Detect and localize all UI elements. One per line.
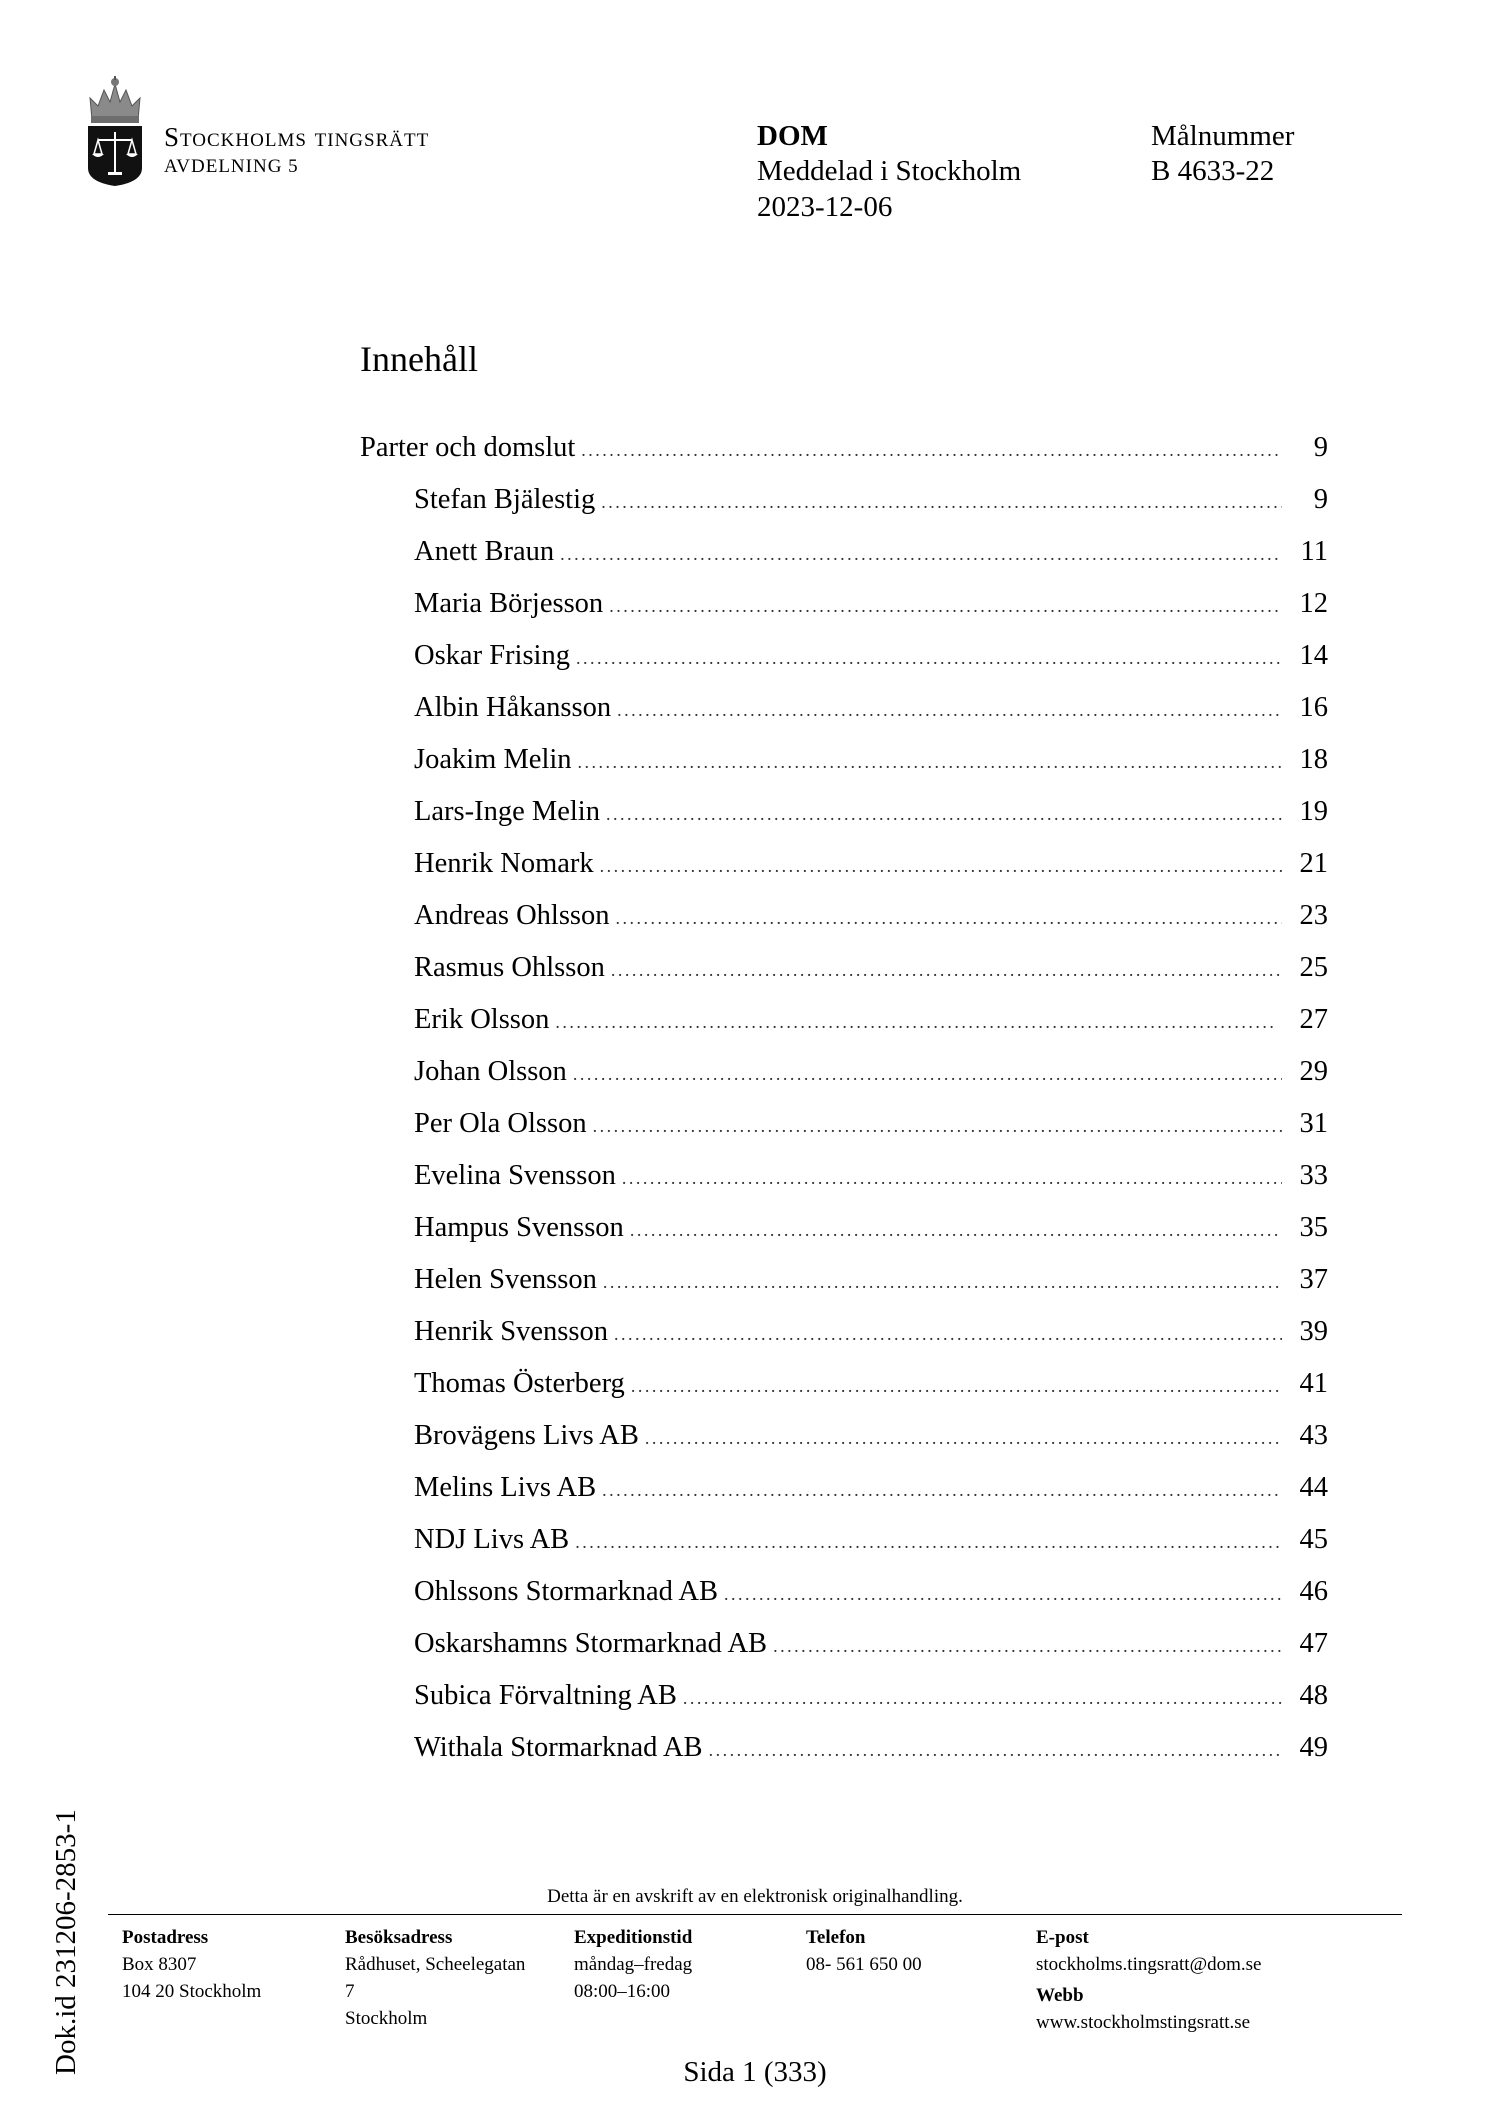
toc-entry-page: 14 (1299, 640, 1328, 671)
toc-entry-page: 39 (1299, 1316, 1328, 1347)
postal-address-line: Box 8307 (122, 1954, 197, 1975)
toc-entry-label: Hampus Svensson (414, 1212, 624, 1243)
toc-entry[interactable] (360, 900, 1328, 952)
toc-entry[interactable] (360, 796, 1328, 848)
toc-entry-page: 29 (1299, 1056, 1328, 1087)
toc-entry[interactable] (360, 1524, 1328, 1576)
toc-entry-page: 35 (1299, 1212, 1328, 1243)
court-name: Stockholms tingsrätt (164, 122, 430, 152)
toc-entry[interactable] (360, 1108, 1328, 1160)
visiting-address-header: Besöksadress (345, 1927, 453, 1948)
toc-entry-label: Parter och domslut (360, 432, 576, 463)
toc-entry-page: 21 (1299, 848, 1328, 879)
toc-entry-label: Helen Svensson (414, 1264, 597, 1295)
office-hours-line: måndag–fredag (574, 1954, 693, 1975)
toc-entry-label: Melins Livs AB (414, 1472, 597, 1503)
toc-entry-label: Albin Håkansson (414, 692, 612, 723)
toc-entry[interactable] (360, 744, 1328, 796)
toc-entry[interactable] (360, 1576, 1328, 1628)
court-department: AVDELNING 5 (164, 156, 299, 177)
toc-dot-leader (603, 1272, 1282, 1293)
toc-dot-leader (709, 1740, 1282, 1761)
toc-entry[interactable] (360, 1212, 1328, 1264)
toc-entry-label: Brovägens Livs AB (414, 1420, 639, 1451)
toc-dot-leader (606, 804, 1282, 825)
toc-dot-leader (581, 440, 1282, 461)
toc-entry[interactable] (360, 1368, 1328, 1420)
visiting-address-line: Stockholm (345, 2008, 428, 2029)
toc-entry-label: Per Ola Olsson (414, 1108, 587, 1139)
toc-dot-leader (576, 648, 1282, 669)
toc-entry-label: Henrik Nomark (414, 848, 594, 879)
office-hours-line: 08:00–16:00 (574, 1981, 671, 2002)
toc-entry-label: Joakim Melin (414, 744, 572, 775)
issued-location: Meddelad i Stockholm (757, 155, 1022, 187)
toc-entry-label: Johan Olsson (414, 1056, 567, 1087)
toc-entry-label: Erik Olsson (414, 1004, 550, 1035)
toc-dot-leader (616, 908, 1282, 929)
toc-entry-label: NDJ Livs AB (414, 1524, 570, 1555)
toc-entry-label: Subica Förvaltning AB (414, 1680, 677, 1711)
toc-entry[interactable] (360, 952, 1328, 1004)
toc-entry-page: 41 (1299, 1368, 1328, 1399)
toc-entry-page: 11 (1300, 536, 1328, 567)
toc-entry-page: 12 (1299, 588, 1328, 619)
toc-entry-label: Rasmus Ohlsson (414, 952, 605, 983)
toc-dot-leader (622, 1168, 1282, 1189)
toc-entry-page: 23 (1299, 900, 1328, 931)
visiting-address (345, 1924, 565, 2032)
court-crest-icon (84, 76, 146, 188)
case-number-label: Målnummer (1151, 120, 1295, 152)
toc-entry-page: 19 (1299, 796, 1328, 827)
toc-entry-page: 18 (1299, 744, 1328, 775)
document-id: Dok.id 231206-2853-1 (50, 1809, 82, 2075)
toc-entry-page: 47 (1299, 1628, 1328, 1659)
visiting-address-line: Rådhuset, Scheelegatan (345, 1954, 526, 1975)
toc-entry[interactable] (360, 1420, 1328, 1472)
web-header: Webb (1036, 1985, 1084, 2006)
visiting-address-line: 7 (345, 1981, 355, 2002)
toc-entry-page: 9 (1313, 432, 1328, 463)
toc-entry[interactable] (360, 432, 1328, 484)
toc-dot-leader (609, 596, 1282, 617)
toc-title: Innehåll (360, 339, 478, 379)
document-type: DOM (757, 120, 828, 152)
postal-address (122, 1924, 261, 2005)
toc-entry-page: 49 (1299, 1732, 1328, 1763)
toc-entry[interactable] (360, 1732, 1328, 1784)
toc-entry[interactable] (360, 1004, 1328, 1056)
toc-dot-leader (601, 492, 1282, 513)
toc-entry[interactable] (360, 1264, 1328, 1316)
email-address[interactable]: stockholms.tingsratt@dom.se (1036, 1954, 1262, 1975)
toc-entry-label: Thomas Österberg (414, 1368, 625, 1399)
toc-entry[interactable] (360, 640, 1328, 692)
toc-dot-leader (630, 1220, 1282, 1241)
toc-entry[interactable] (360, 1628, 1328, 1680)
email-web-contact (1036, 1924, 1261, 2036)
toc-entry-page: 25 (1299, 952, 1328, 983)
toc-entry[interactable] (360, 848, 1328, 900)
postal-address-line: 104 20 Stockholm (122, 1981, 262, 2002)
toc-dot-leader (617, 700, 1282, 721)
toc-dot-leader (575, 1532, 1282, 1553)
toc-dot-leader (578, 752, 1282, 773)
toc-entry[interactable] (360, 692, 1328, 744)
toc-entry[interactable] (360, 1056, 1328, 1108)
toc-entry-label: Ohlssons Stormarknad AB (414, 1576, 719, 1607)
office-hours (574, 1924, 692, 2005)
toc-entry[interactable] (360, 1316, 1328, 1368)
toc-dot-leader (645, 1428, 1282, 1449)
web-address[interactable]: www.stockholmstingsratt.se (1036, 2012, 1251, 2033)
case-number: B 4633-22 (1151, 155, 1275, 187)
issued-date: 2023-12-06 (757, 191, 893, 223)
toc-entry-label: Andreas Ohlsson (414, 900, 610, 931)
page-number: Sida 1 (333) (683, 2056, 827, 2088)
toc-entry[interactable] (360, 1472, 1328, 1524)
toc-entry-page: 9 (1313, 484, 1328, 515)
toc-entry-page: 46 (1299, 1576, 1328, 1607)
toc-entry-label: Stefan Bjälestig (414, 484, 596, 515)
phone-contact (806, 1924, 922, 1978)
toc-dot-leader (560, 544, 1282, 565)
toc-dot-leader (573, 1064, 1282, 1085)
toc-entry-page: 43 (1299, 1420, 1328, 1451)
toc-dot-leader (773, 1636, 1282, 1657)
toc-entry-label: Lars-Inge Melin (414, 796, 600, 827)
toc-entry-page: 27 (1299, 1004, 1328, 1035)
toc-entry-page: 31 (1299, 1108, 1328, 1139)
toc-dot-leader (614, 1324, 1282, 1345)
toc-dot-leader (555, 1012, 1282, 1033)
postal-address-header: Postadress (122, 1927, 209, 1948)
toc-entry[interactable] (360, 484, 1328, 536)
toc-entry[interactable] (360, 1680, 1328, 1732)
toc-entry-page: 44 (1299, 1472, 1328, 1503)
toc-entry-page: 45 (1299, 1524, 1328, 1555)
table-of-contents (360, 432, 1328, 1784)
toc-entry-label: Withala Stormarknad AB (414, 1732, 703, 1763)
toc-entry-label: Maria Börjesson (414, 588, 604, 619)
toc-entry-page: 48 (1299, 1680, 1328, 1711)
toc-entry-page: 33 (1299, 1160, 1328, 1191)
toc-dot-leader (600, 856, 1282, 877)
toc-entry-label: Oskarshamns Stormarknad AB (414, 1628, 768, 1659)
copy-notice: Detta är en avskrift av en elektronisk originalhandling. (547, 1886, 963, 1907)
phone-number[interactable]: 08- 561 650 00 (806, 1954, 922, 1975)
toc-dot-leader (611, 960, 1282, 981)
toc-entry[interactable] (360, 1160, 1328, 1212)
toc-dot-leader (724, 1584, 1282, 1605)
toc-entry-label: Anett Braun (414, 536, 555, 567)
toc-dot-leader (631, 1376, 1282, 1397)
toc-dot-leader (683, 1688, 1282, 1709)
toc-entry-label: Henrik Svensson (414, 1316, 608, 1347)
toc-entry-page: 16 (1299, 692, 1328, 723)
phone-header: Telefon (806, 1927, 866, 1948)
toc-entry[interactable] (360, 588, 1328, 640)
toc-entry-label: Evelina Svensson (414, 1160, 616, 1191)
office-hours-header: Expeditionstid (574, 1927, 693, 1948)
toc-dot-leader (602, 1480, 1282, 1501)
toc-entry[interactable] (360, 536, 1328, 588)
email-header: E-post (1036, 1927, 1089, 1948)
toc-entry-page: 37 (1299, 1264, 1328, 1295)
toc-entry-label: Oskar Frising (414, 640, 570, 671)
toc-dot-leader (593, 1116, 1282, 1137)
footer-divider (108, 1914, 1402, 1915)
